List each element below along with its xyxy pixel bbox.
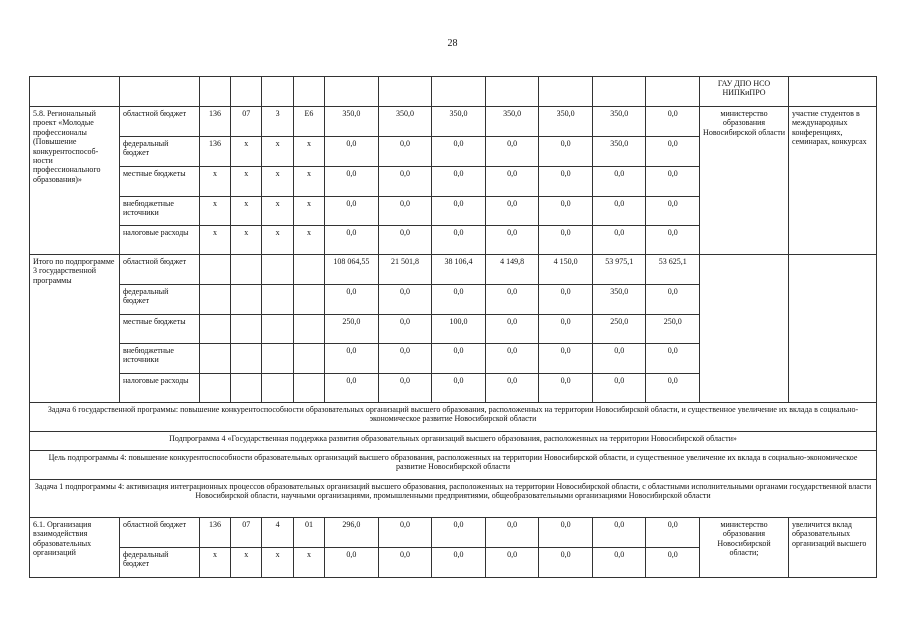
code-cell — [199, 374, 230, 403]
executor-cell: министерство образования Новосибирской области; — [700, 518, 789, 578]
value-cell: 0,0 — [646, 344, 700, 374]
code-cell: 07 — [231, 518, 262, 548]
program-table — [29, 76, 877, 578]
code-cell: х — [199, 226, 230, 255]
value-cell: 0,0 — [485, 285, 539, 315]
value-cell: 0,0 — [325, 137, 379, 167]
value-cell: 0,0 — [325, 197, 379, 226]
funding-source-cell: областной бюджет — [119, 107, 199, 137]
value-cell: 0,0 — [485, 226, 539, 255]
value-cell: 0,0 — [432, 548, 486, 578]
page-number: 28 — [447, 38, 458, 49]
value-cell: 0,0 — [485, 344, 539, 374]
value-cell: 0,0 — [539, 285, 593, 315]
value-cell: 0,0 — [646, 518, 700, 548]
value-cell: 0,0 — [592, 167, 646, 197]
value-cell: 250,0 — [325, 315, 379, 344]
value-cell: 350,0 — [432, 107, 486, 137]
funding-source-cell: налоговые расходы — [119, 374, 199, 403]
value-cell: 21 501,8 — [378, 255, 432, 285]
value-cell: 0,0 — [325, 344, 379, 374]
value-cell: 0,0 — [378, 197, 432, 226]
value-cell: 0,0 — [646, 137, 700, 167]
value-cell: 0,0 — [432, 167, 486, 197]
value-cell: 250,0 — [592, 315, 646, 344]
funding-source-cell: местные бюджеты — [119, 315, 199, 344]
code-cell: Е6 — [293, 107, 324, 137]
value-cell: 0,0 — [539, 137, 593, 167]
value-cell: 4 149,8 — [485, 255, 539, 285]
section-text: Цель подпрограммы 4: повышение конкурентоспособности образовательных организаций высшего образования, расположенных на территории Новосибирской области, и существенное увеличение их вклада в социально-экономическое развитие Новосибирской области — [30, 451, 877, 480]
value-cell: 350,0 — [592, 107, 646, 137]
code-cell — [293, 255, 324, 285]
value-cell: 0,0 — [539, 226, 593, 255]
value-cell: 350,0 — [485, 107, 539, 137]
value-cell: 0,0 — [539, 374, 593, 403]
code-cell: х — [262, 167, 293, 197]
value-cell: 108 064,55 — [325, 255, 379, 285]
value-cell: 0,0 — [592, 518, 646, 548]
value-cell: 0,0 — [378, 548, 432, 578]
code-cell: х — [231, 197, 262, 226]
value-cell: 0,0 — [378, 315, 432, 344]
value-cell: 0,0 — [325, 285, 379, 315]
value-cell: 0,0 — [539, 197, 593, 226]
section-text: Задача 1 подпрограммы 4: активизация интеграционных процессов образовательных организаций высшего образования, расположенных на территории Новосибирской области, с областными исполнительными органами государственной власти Новосибирской области, научными организациями, промышленными предприятиями, общеобразовательными организациями Новосибирской области — [30, 480, 877, 518]
executor-cell: ГАУ ДПО НСО НИПКиПРО — [700, 77, 789, 107]
value-cell: 0,0 — [592, 226, 646, 255]
value-cell: 0,0 — [539, 344, 593, 374]
row-name-cell: Итого по подпрограмме 3 государственной программы — [30, 255, 120, 403]
value-cell: 350,0 — [592, 285, 646, 315]
code-cell: х — [231, 167, 262, 197]
funding-source-cell: федеральный бюджет — [119, 548, 199, 578]
code-cell: 4 — [262, 518, 293, 548]
executor-cell — [700, 255, 789, 403]
code-cell — [262, 344, 293, 374]
funding-source-cell: областной бюджет — [119, 255, 199, 285]
code-cell: 136 — [199, 107, 230, 137]
code-cell — [199, 285, 230, 315]
value-cell: 53 625,1 — [646, 255, 700, 285]
value-cell: 0,0 — [539, 548, 593, 578]
value-cell: 350,0 — [539, 107, 593, 137]
code-cell: х — [293, 226, 324, 255]
code-cell — [199, 344, 230, 374]
value-cell: 0,0 — [539, 518, 593, 548]
value-cell: 0,0 — [485, 315, 539, 344]
value-cell: 0,0 — [432, 137, 486, 167]
code-cell — [262, 374, 293, 403]
value-cell: 0,0 — [325, 548, 379, 578]
code-cell: х — [262, 137, 293, 167]
code-cell — [293, 374, 324, 403]
code-cell — [231, 315, 262, 344]
code-cell: х — [231, 548, 262, 578]
row-name-cell: 6.1. Организация взаимодействия образовательных организаций — [30, 518, 120, 578]
value-cell: 0,0 — [485, 197, 539, 226]
value-cell: 0,0 — [432, 197, 486, 226]
code-cell: х — [262, 197, 293, 226]
value-cell: 0,0 — [646, 197, 700, 226]
value-cell: 38 106,4 — [432, 255, 486, 285]
value-cell: 0,0 — [432, 226, 486, 255]
code-cell — [293, 285, 324, 315]
code-cell: х — [199, 548, 230, 578]
code-cell — [199, 255, 230, 285]
code-cell: 07 — [231, 107, 262, 137]
code-cell — [231, 255, 262, 285]
code-cell: х — [231, 226, 262, 255]
value-cell: 0,0 — [432, 344, 486, 374]
value-cell: 350,0 — [378, 107, 432, 137]
table-row — [30, 518, 877, 548]
code-cell — [231, 344, 262, 374]
code-cell: х — [262, 226, 293, 255]
section-row — [30, 432, 877, 451]
code-cell: 136 — [199, 137, 230, 167]
value-cell: 0,0 — [432, 518, 486, 548]
code-cell — [293, 344, 324, 374]
row-name-cell: 5.8. Региональный проект «Молодые профессионалы (Повышение конкурентоспособ-ности профессионального образования)» — [30, 107, 120, 255]
section-text: Подпрограмма 4 «Государственная поддержка развития образовательных организаций высшего образования, расположенных на территории Новосибирской области» — [30, 432, 877, 451]
section-row — [30, 451, 877, 480]
value-cell: 0,0 — [325, 374, 379, 403]
code-cell: 3 — [262, 107, 293, 137]
value-cell: 350,0 — [325, 107, 379, 137]
executor-cell: министерство образования Новосибирской области — [700, 107, 789, 255]
value-cell: 0,0 — [485, 137, 539, 167]
value-cell: 0,0 — [646, 167, 700, 197]
value-cell: 0,0 — [378, 518, 432, 548]
funding-source-cell: местные бюджеты — [119, 167, 199, 197]
table-row — [30, 255, 877, 285]
value-cell: 250,0 — [646, 315, 700, 344]
value-cell: 350,0 — [592, 137, 646, 167]
code-cell: х — [293, 197, 324, 226]
value-cell: 0,0 — [378, 374, 432, 403]
value-cell: 0,0 — [378, 344, 432, 374]
value-cell: 0,0 — [592, 344, 646, 374]
value-cell: 0,0 — [485, 548, 539, 578]
code-cell — [262, 315, 293, 344]
value-cell: 0,0 — [378, 167, 432, 197]
code-cell — [231, 374, 262, 403]
code-cell: х — [293, 167, 324, 197]
funding-source-cell: налоговые расходы — [119, 226, 199, 255]
result-cell — [788, 255, 876, 403]
header-row — [30, 77, 877, 107]
result-cell: участие студентов в международных конференциях, семинарах, конкурсах — [788, 107, 876, 255]
value-cell: 0,0 — [646, 226, 700, 255]
code-cell: х — [293, 548, 324, 578]
code-cell — [231, 285, 262, 315]
value-cell: 0,0 — [432, 285, 486, 315]
funding-source-cell: федеральный бюджет — [119, 137, 199, 167]
code-cell: х — [262, 548, 293, 578]
table-row — [30, 107, 877, 137]
value-cell: 0,0 — [432, 374, 486, 403]
code-cell: х — [231, 137, 262, 167]
value-cell: 4 150,0 — [539, 255, 593, 285]
code-cell — [293, 315, 324, 344]
value-cell: 0,0 — [378, 137, 432, 167]
code-cell — [262, 285, 293, 315]
value-cell: 0,0 — [646, 374, 700, 403]
value-cell: 0,0 — [485, 518, 539, 548]
result-cell: увеличится вклад образовательных организаций высшего — [788, 518, 876, 578]
funding-source-cell: федеральный бюджет — [119, 285, 199, 315]
code-cell: х — [199, 167, 230, 197]
value-cell: 296,0 — [325, 518, 379, 548]
value-cell: 100,0 — [432, 315, 486, 344]
section-text: Задача 6 государственной программы: повышение конкурентоспособности образовательных организаций высшего образования, расположенных на территории Новосибирской области, и существенное увеличение их вклада в социально-экономическое развитие Новосибирской области — [30, 403, 877, 432]
value-cell: 0,0 — [592, 197, 646, 226]
code-cell: х — [199, 197, 230, 226]
value-cell: 0,0 — [646, 285, 700, 315]
value-cell: 53 975,1 — [592, 255, 646, 285]
value-cell: 0,0 — [485, 374, 539, 403]
value-cell: 0,0 — [646, 107, 700, 137]
section-row — [30, 480, 877, 518]
value-cell: 0,0 — [539, 167, 593, 197]
value-cell: 0,0 — [539, 315, 593, 344]
funding-source-cell: внебюджетные источники — [119, 197, 199, 226]
funding-source-cell: областной бюджет — [119, 518, 199, 548]
code-cell — [199, 315, 230, 344]
value-cell: 0,0 — [485, 167, 539, 197]
code-cell: 01 — [293, 518, 324, 548]
section-row — [30, 403, 877, 432]
code-cell: 136 — [199, 518, 230, 548]
code-cell — [262, 255, 293, 285]
value-cell: 0,0 — [378, 285, 432, 315]
value-cell: 0,0 — [592, 374, 646, 403]
value-cell: 0,0 — [592, 548, 646, 578]
funding-source-cell: внебюджетные источники — [119, 344, 199, 374]
code-cell: х — [293, 137, 324, 167]
value-cell: 0,0 — [646, 548, 700, 578]
value-cell: 0,0 — [378, 226, 432, 255]
value-cell: 0,0 — [325, 226, 379, 255]
value-cell: 0,0 — [325, 167, 379, 197]
